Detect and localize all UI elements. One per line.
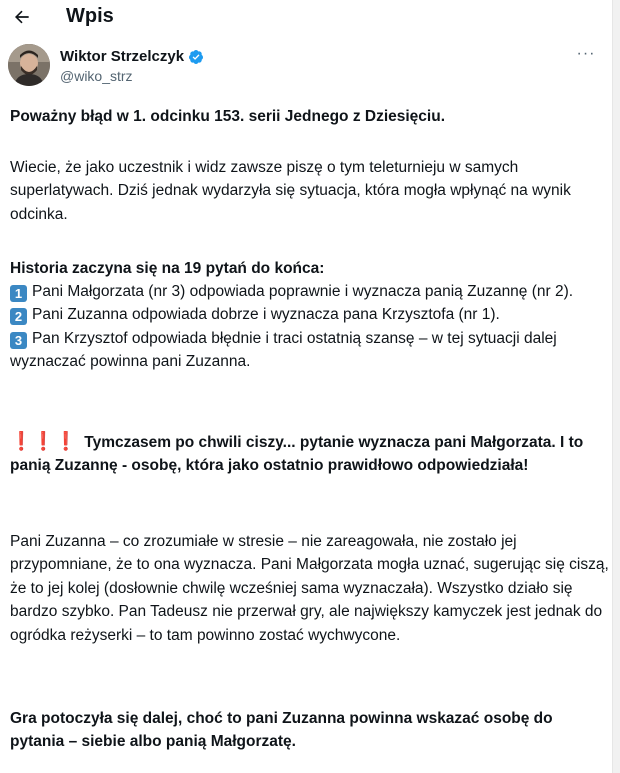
conclusion-paragraph: Gra potoczyła się dalej, choć to pani Zuzanna powinna wskazać osobę do pytania – siebie albo panią Małgorzatę. (10, 710, 553, 751)
history-heading: Historia zaczyna się na 19 pytań do końca: (10, 260, 325, 277)
arrow-left-icon (12, 7, 32, 27)
step-text: Pani Zuzanna odpowiada dobrze i wyznacza pana Krzysztofa (nr 1). (32, 306, 500, 324)
step-list (10, 280, 610, 374)
author-handle[interactable]: @wiko_strz (60, 68, 133, 84)
post-title: Poważny błąd w 1. odcinku 153. serii Jednego z Dziesięciu. (10, 108, 445, 125)
exclamation-icon: ❗❗❗ (10, 431, 78, 451)
avatar-photo (8, 44, 50, 86)
list-item (10, 327, 610, 374)
scrollbar[interactable] (612, 0, 620, 773)
verified-badge-icon (188, 49, 204, 65)
step-text: Pani Małgorzata (nr 3) odpowiada poprawnie i wyznacza panią Zuzannę (nr 2). (32, 283, 574, 300)
more-options-button[interactable]: ··· (576, 45, 596, 62)
alert-paragraph (10, 430, 610, 478)
keycap-2-icon: 2 (10, 308, 27, 325)
alert-text: Tymczasem po chwili ciszy... pytanie wyznacza pani Małgorzata. I to panią Zuzannę - osobę, która jako ostatnio prawidłowo odpowiedziała! (10, 434, 584, 475)
author-name[interactable]: Wiktor Strzelczyk (60, 48, 185, 65)
avatar[interactable] (8, 44, 50, 86)
keycap-1-icon: 1 (10, 285, 27, 302)
keycap-3-icon: 3 (10, 332, 27, 349)
step-text: Pan Krzysztof odpowiada błędnie i traci ostatnią szansę – w tej sytuacji dalej wyznaczać powinna pani Zuzanna. (10, 329, 557, 371)
explanation-paragraph: Pani Zuzanna – co zrozumiałe w stresie – nie zareagowała, nie zostało jej przypomniane, że to ona wyznacza. Pani Małgorzata mogła uznać, sugerując się ciszą, że to jej kolej (dosłownie chwilę wcześniej sama wyznaczała). Wszystko działo się bardzo szybko. Pan Tadeusz nie przerwał gry, ale największy kamyczek jest jednak do ogródka reżyserki – to tam powinno zostać wychwycone. (10, 533, 609, 644)
list-item (10, 303, 610, 326)
author-name-row[interactable] (60, 48, 204, 65)
list-item (10, 280, 610, 303)
post-intro: Wiecie, że jako uczestnik i widz zawsze piszę o tym teleturnieju w samych superlatywach. Dziś jednak wydarzyła się sytuacja, która mogła wpłynąć na wynik odcinka. (10, 159, 571, 223)
page-header (0, 0, 612, 36)
page-title: Wpis (66, 5, 114, 27)
back-button[interactable] (10, 5, 34, 29)
